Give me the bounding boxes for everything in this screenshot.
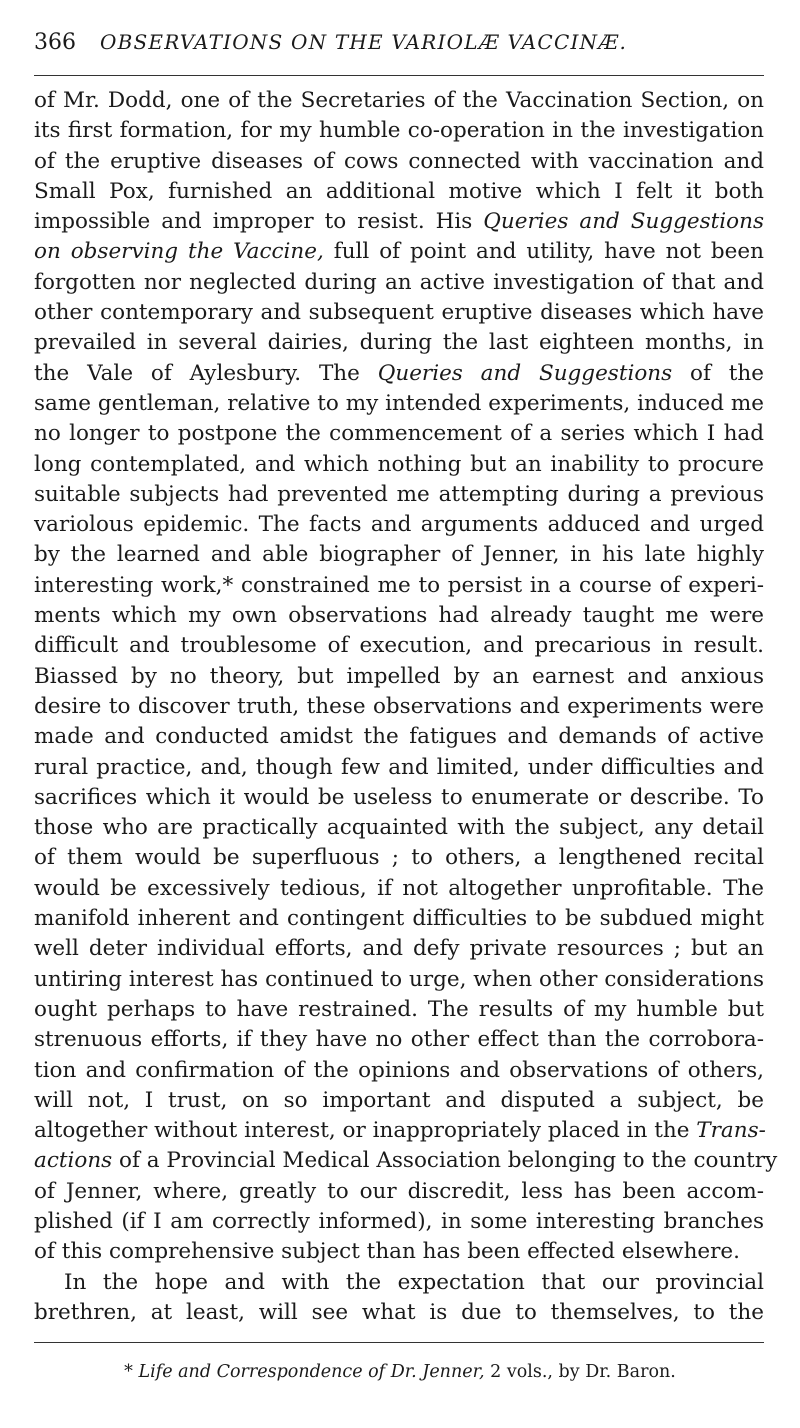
text-line (34, 904, 764, 934)
text-span: tion and confirmation of the opinions and observations of others, (34, 1057, 764, 1083)
text-line (34, 116, 764, 146)
footnote-title: Life and Correspondence of Dr. Jenner, (138, 1362, 485, 1382)
text-line (34, 1025, 764, 1055)
header-rule (34, 75, 764, 76)
text-span: of Mr. Dodd, one of the Secretaries of the Vaccination Section, on (34, 88, 764, 113)
text-line (34, 965, 764, 995)
text-span: of them would be superfluous ; to others, a lengthened recital (34, 845, 764, 871)
text-line (34, 1177, 764, 1207)
page-header (34, 30, 764, 64)
text-line (34, 753, 764, 783)
italic-text: on observing the Vaccine, (34, 239, 324, 265)
text-span: well deter individual efforts, and defy private resources ; but an (34, 936, 764, 962)
text-line (34, 86, 764, 116)
text-line (34, 1086, 764, 1116)
text-span: no longer to postpone the commencement of a series which I had (34, 421, 764, 447)
text-line (34, 1298, 764, 1328)
text-span: In the hope and with the expectation that our provincial (64, 1269, 764, 1295)
text-span: of Jenner, where, greatly to our discredit, less has been accom- (34, 1178, 764, 1204)
text-line (34, 480, 764, 510)
text-line (34, 1056, 764, 1086)
text-line (34, 813, 764, 843)
text-span: rural practice, and, though few and limited, under difficulties and (34, 754, 764, 780)
text-span: prevailed in several dairies, during the last eighteen months, in (34, 330, 764, 356)
text-span: plished (if I am correctly informed), in some interesting branches (34, 1208, 764, 1234)
text-span: made and conducted amidst the fatigues and demands of active (34, 724, 764, 750)
text-line (34, 662, 764, 692)
text-line (34, 147, 764, 177)
text-span: suitable subjects had prevented me attempting during a previous (34, 481, 764, 507)
text-line (34, 359, 764, 389)
text-span: altogether without interest, or inappropriately placed in the (34, 1118, 697, 1144)
text-line (34, 631, 764, 661)
text-line (34, 177, 764, 207)
text-span: of the (672, 360, 764, 386)
italic-text: Queries and Suggestions (483, 209, 765, 235)
text-line (34, 692, 764, 722)
text-span: impossible and improper to resist. His (34, 209, 484, 235)
text-span: forgotten nor neglected during an active investigation of that and (34, 269, 764, 295)
text-span: difficult and troublesome of execution, and precarious in result. (34, 633, 764, 659)
italic-text: Queries and Suggestions (377, 360, 673, 386)
text-line (34, 268, 764, 298)
footnote-rest: 2 vols., by Dr. Baron. (484, 1362, 676, 1382)
text-line (34, 874, 764, 904)
page-number: 366 (34, 30, 76, 55)
text-span: untiring interest has continued to urge, when other considerations (34, 966, 764, 992)
text-span: sacrifices which it would be useless to enumerate or describe. To (34, 784, 764, 810)
text-span: will not, I trust, on so important and disputed a subject, be (34, 1087, 764, 1113)
text-line (34, 843, 764, 873)
text-line (34, 601, 764, 631)
text-span: brethren, at least, will see what is due to themselves, to the (34, 1299, 764, 1325)
italic-text: actions (34, 1148, 113, 1174)
text-line (34, 1237, 764, 1267)
text-span: variolous epidemic. The facts and arguments adduced and urged (34, 512, 764, 538)
text-line (34, 298, 764, 328)
text-line (34, 389, 764, 419)
footnote (0, 1362, 800, 1382)
footnote-marker: * (124, 1362, 139, 1382)
text-line (34, 783, 764, 813)
text-span: those who are practically acquainted with the subject, any detail (34, 815, 764, 841)
text-span: manifold inherent and contingent difficulties to be subdued might (34, 906, 764, 932)
text-line (34, 207, 764, 237)
text-span: the Vale of Aylesbury. The (34, 360, 378, 386)
text-span: long contemplated, and which nothing but an inability to procure (34, 451, 764, 477)
text-span: desire to discover truth, these observations and experiments were (34, 693, 764, 719)
footnote-rule (34, 1342, 764, 1343)
text-span: full of point and utility, have not been (323, 239, 764, 265)
text-span: by the learned and able biographer of Jenner, in his late highly (34, 542, 764, 568)
text-span: other contemporary and subsequent eruptive diseases which have (34, 300, 764, 326)
text-line (34, 237, 764, 267)
text-span: same gentleman, relative to my intended experiments, induced me (34, 390, 764, 416)
text-span: of this comprehensive subject than has been effected elsewhere. (34, 1239, 740, 1265)
text-line (34, 328, 764, 358)
text-line (34, 510, 764, 540)
text-line (34, 934, 764, 964)
text-line (34, 571, 764, 601)
italic-text: Trans- (696, 1118, 766, 1144)
text-span: ought perhaps to have restrained. The results of my humble but (34, 996, 764, 1022)
text-span: ments which my own observations had already taught me were (34, 603, 764, 629)
text-line (34, 995, 764, 1025)
text-span: strenuous efforts, if they have no other effect than the corrobora- (34, 1027, 764, 1053)
text-span: its first formation, for my humble co-operation in the investigation (34, 118, 764, 144)
text-line (34, 540, 764, 570)
text-line (34, 722, 764, 752)
text-line (34, 419, 764, 449)
text-span: Small Pox, furnished an additional motive which I felt it both (34, 178, 764, 204)
text-span: Biassed by no theory, but impelled by an earnest and anxious (34, 663, 764, 689)
text-line (34, 1268, 764, 1298)
text-line (34, 450, 764, 480)
text-span: interesting work,* constrained me to persist in a course of experi- (34, 572, 764, 598)
text-span: of a Provincial Medical Association belonging to the country (112, 1148, 778, 1174)
text-line (34, 1146, 778, 1176)
running-title: OBSERVATIONS ON THE VARIOLÆ VACCINÆ. (100, 30, 628, 54)
text-line (34, 1207, 764, 1237)
text-span: of the eruptive diseases of cows connected with vaccination and (34, 148, 764, 174)
text-line (34, 1116, 764, 1146)
text-span: would be excessively tedious, if not altogether unprofitable. The (34, 875, 764, 901)
body-text (34, 86, 778, 1328)
